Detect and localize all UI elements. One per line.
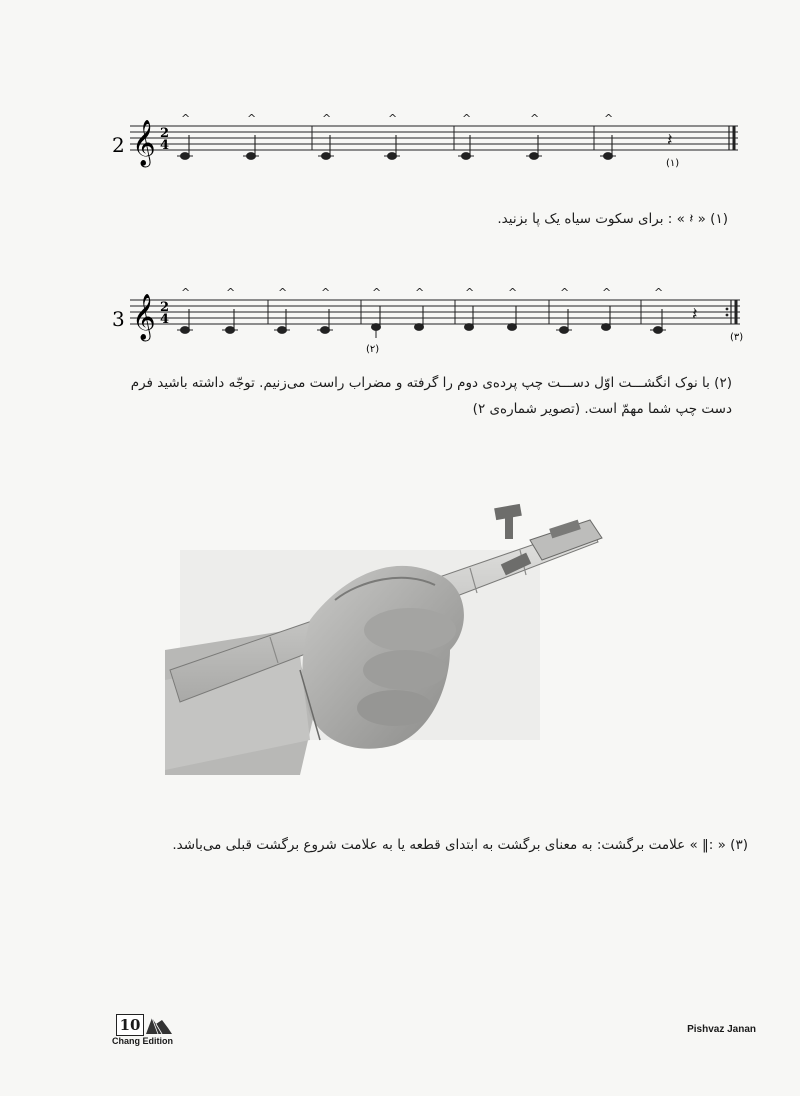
time-signature-bottom: 4 — [160, 138, 170, 153]
note — [526, 112, 542, 159]
photo-illustration — [150, 480, 630, 780]
note — [318, 112, 334, 159]
svg-text:^: ^ — [530, 112, 540, 125]
svg-text:^: ^ — [181, 112, 191, 125]
footnote-2-line-2: دست چپ شما مهمّ است. (تصویر شماره‌ی ۲) — [472, 401, 732, 417]
page-number: 10 — [116, 1014, 144, 1036]
svg-text:^: ^ — [181, 286, 191, 299]
svg-text:^: ^ — [372, 286, 382, 299]
footnote-mark: (۱) — [666, 158, 680, 169]
time-signature-bottom: 4 — [160, 312, 170, 327]
footnote-3: (۳) « :‖ » علامت برگشت: به معنای برگشت به ابتدای قطعه یا به علامت شروع برگشت قبلی می‌باشد. — [172, 837, 748, 853]
staff-lines — [130, 126, 738, 150]
quarter-rest: 𝄽 — [667, 130, 673, 151]
chang-harp-logo-icon — [144, 1014, 174, 1036]
repeat-dot — [726, 314, 729, 317]
exercise-2-staff — [0, 110, 800, 180]
svg-text:^: ^ — [247, 112, 257, 125]
svg-text:^: ^ — [321, 286, 331, 299]
footnote-2-line-1: (۲) با نوک انگشـــت اوّل دســـت چپ پرده‌ی دوم را گرفته و مضراب راست می‌زنیم. توجّه داشته باشید فرم — [130, 375, 732, 391]
svg-text:^: ^ — [654, 286, 664, 299]
footnote-mark: (۲) — [366, 344, 380, 355]
note — [650, 286, 666, 333]
svg-text:^: ^ — [415, 286, 425, 299]
note — [222, 286, 238, 333]
note — [600, 112, 616, 159]
note — [243, 112, 259, 159]
svg-text:^: ^ — [604, 112, 614, 125]
svg-text:^: ^ — [462, 112, 472, 125]
notes-row-3 — [177, 286, 736, 333]
exercise-3-staff — [0, 284, 800, 360]
book-title: Pishvaz Janan — [687, 1024, 756, 1035]
hand-on-instrument-photo — [150, 480, 630, 780]
note — [274, 286, 290, 333]
treble-clef: 𝄞 — [132, 120, 156, 166]
svg-text:^: ^ — [508, 286, 518, 299]
footnote-2 — [82, 370, 732, 422]
note — [458, 112, 474, 159]
svg-text:^: ^ — [322, 112, 332, 125]
footnote-1: (۱) « 𝄽 » : برای سکوت سیاه یک پا بزنید. — [497, 211, 728, 227]
publisher-edition: Chang Edition — [112, 1036, 173, 1046]
treble-clef: 𝄞 — [132, 294, 156, 340]
footer-left — [112, 1010, 192, 1050]
svg-text:^: ^ — [278, 286, 288, 299]
svg-text:^: ^ — [465, 286, 475, 299]
exercise-number: 3 — [112, 307, 125, 331]
footnote-mark: (۳) — [730, 332, 744, 343]
quarter-rest: 𝄽 — [692, 304, 698, 325]
note — [177, 286, 193, 333]
note — [177, 112, 193, 159]
note — [556, 286, 572, 333]
time-signature-top: 2 — [160, 126, 170, 141]
svg-text:^: ^ — [226, 286, 236, 299]
note — [317, 286, 333, 333]
repeat-dot — [726, 308, 729, 311]
exercise-number: 2 — [112, 133, 125, 157]
time-signature-top: 2 — [160, 300, 170, 315]
staff-lines — [130, 300, 740, 324]
notes-row-2 — [177, 112, 734, 159]
svg-text:^: ^ — [560, 286, 570, 299]
svg-text:^: ^ — [602, 286, 612, 299]
note — [384, 112, 400, 159]
svg-text:^: ^ — [388, 112, 398, 125]
